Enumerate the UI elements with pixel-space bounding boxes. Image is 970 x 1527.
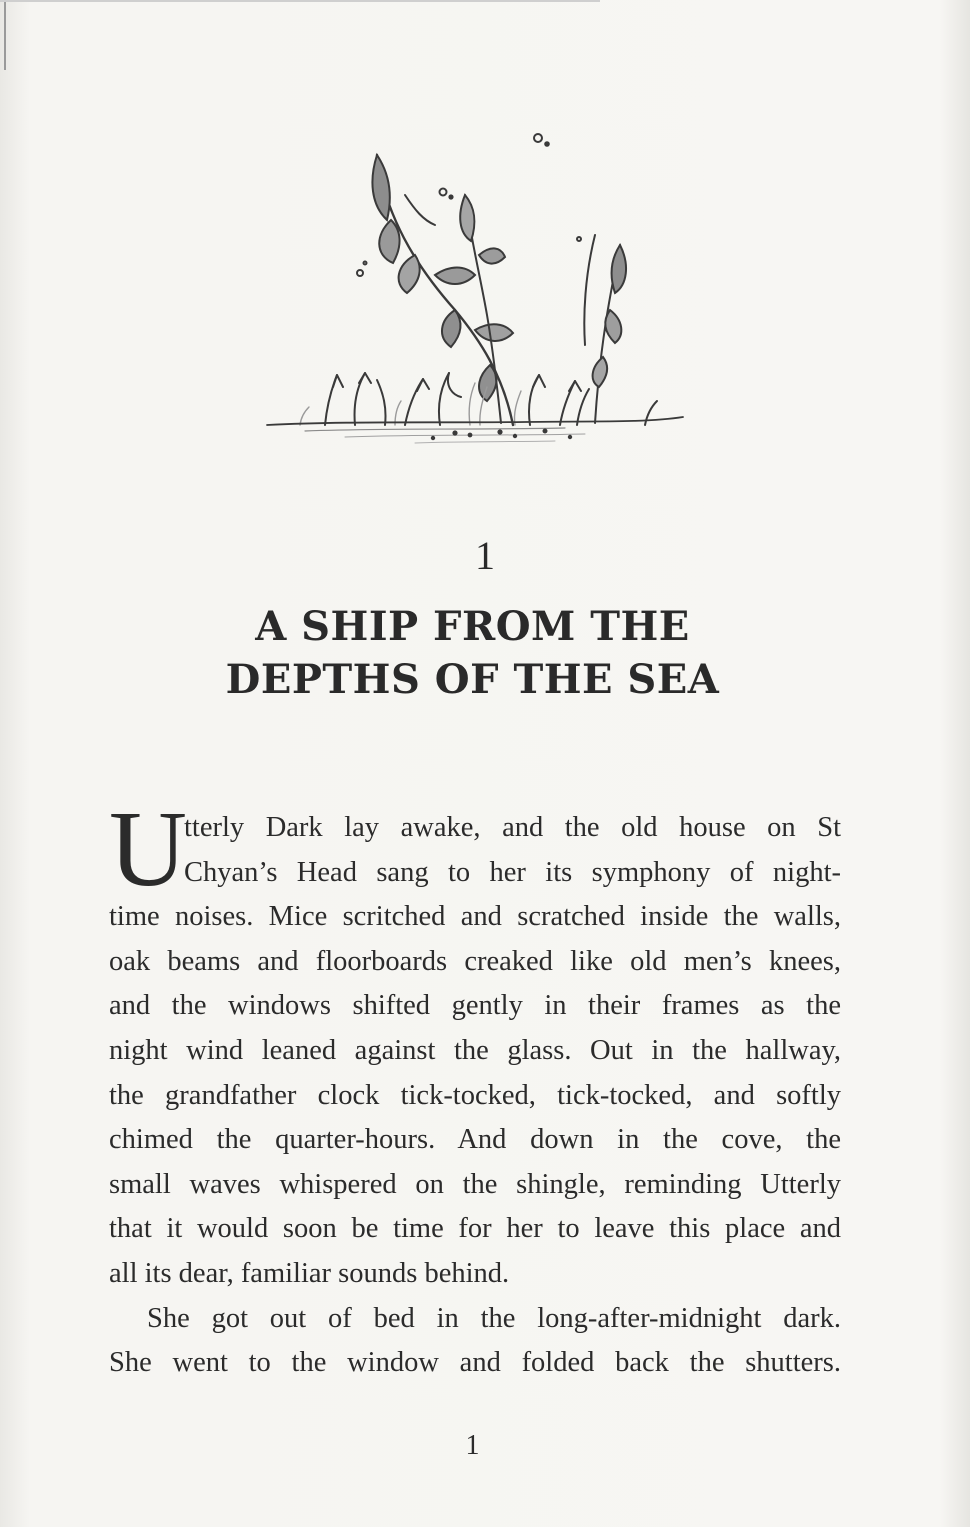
page-number: 1 <box>465 1430 480 1461</box>
paragraph <box>109 1297 841 1386</box>
text-line: the grandfather clock tick-tocked, tick-tocked, and softly <box>109 1079 841 1111</box>
drop-cap: U <box>109 790 187 909</box>
text-line: small waves whispered on the shingle, reminding Utterly <box>109 1168 841 1200</box>
page-top-edge <box>0 0 600 2</box>
text-line: oak beams and floorboards creaked like old men’s knees, <box>109 945 841 977</box>
body-text <box>109 790 841 1386</box>
text-line: She got out of bed in the long-after-midnight dark. <box>147 1302 841 1334</box>
page-edge-mark <box>4 0 6 70</box>
text-line: She went to the window and folded back the shutters. <box>109 1347 841 1379</box>
chapter-title <box>0 600 945 706</box>
text-line: and the windows shifted gently in their frames as the <box>109 990 841 1022</box>
text-line: night wind leaned against the glass. Out in the hallway, <box>109 1034 841 1066</box>
seaweed-illustration <box>265 125 695 455</box>
chapter-title-line: DEPTHS OF THE SEA <box>225 656 720 703</box>
paragraph <box>109 790 841 1297</box>
text-line: time noises. Mice scritched and scratched inside the walls, <box>109 901 841 933</box>
chapter-number: 1 <box>475 533 495 578</box>
text-line: tterly Dark lay awake, and the old house on St <box>184 812 841 843</box>
text-line: Chyan’s Head sang to her its symphony of night- <box>184 856 841 888</box>
chapter-title-line: A SHIP FROM THE <box>255 603 690 650</box>
text-line: all its dear, familiar sounds behind. <box>109 1257 510 1289</box>
bubble-icon <box>534 134 542 142</box>
text-line: chimed the quarter-hours. And down in the cove, the <box>109 1124 841 1156</box>
text-line: that it would soon be time for her to leave this place and <box>109 1213 841 1245</box>
